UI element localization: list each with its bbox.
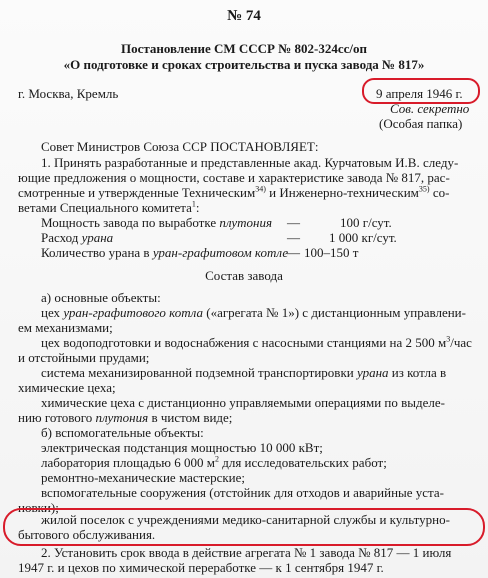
item-a2-line-1: цех водоподготовки и водоснабжения с насосными станциями на 2 500 $м^3$/час xyxy=(41,334,472,350)
item-a4-line-2: нию готового плутония в чистом виде; xyxy=(18,410,233,425)
capacity-dash: — xyxy=(287,245,300,260)
item-a1-line-2: ем механизмами; xyxy=(18,320,113,335)
capacity-dash: — xyxy=(287,215,300,230)
residential-highlight-oval xyxy=(3,508,485,546)
composition-heading: Состав завода xyxy=(205,268,283,283)
item-a1-line-1: цех уран-графитового котла («агрегата № 1») с дистанционным управлени- xyxy=(41,305,466,320)
p1-line-1: 1. Принять разработанные и представленные акад. Курчатовым И.В. следу- xyxy=(41,155,459,170)
date: 9 апреля 1946 г. xyxy=(376,86,463,101)
capacity-value: 100 г/сут. xyxy=(340,215,392,230)
item-b4-line-1: вспомогательные сооружения (отстойник для отходов и аварийные уста- xyxy=(41,485,444,500)
capacity-row-uranium: Расход урана xyxy=(41,230,114,245)
capacity-row-plutonium: Мощность завода по выработке плутония xyxy=(41,215,273,230)
preamble: Совет Министров Союза ССР ПОСТАНОВЛЯЕТ: xyxy=(41,139,319,154)
capacity-value: 100–150 т xyxy=(304,245,359,260)
item-b-heading: б) вспомогательные объекты: xyxy=(41,425,204,440)
item-a2-line-2: и отстойными прудами; xyxy=(18,350,150,365)
item-b3: ремонтно-механические мастерские; xyxy=(41,470,246,485)
p1-line-3: смотренные и утвержденные Техническим$^{34)}$ и Инженерно-техническим$^{35)}$ со- xyxy=(18,184,450,200)
title-line-2: «О подготовке и сроках строительства и пуска завода № 817» xyxy=(63,57,425,72)
item-b1: электрическая подстанция мощностью 10 000 кВт; xyxy=(41,440,323,455)
p2-line-1: 2. Установить срок ввода в действие агрегата № 1 завода № 817 — 1 июля xyxy=(41,545,452,560)
p1-line-4: ветами Специального комитета$^1$: xyxy=(18,199,200,215)
place: г. Москва, Кремль xyxy=(18,86,119,101)
title-line-1: Постановление СМ СССР № 802-324сс/оп xyxy=(120,41,368,56)
item-b5-line-2: бытового обслуживания. xyxy=(18,527,156,542)
capacity-dash: — xyxy=(287,230,300,245)
p1-line-2: ющие предложения о мощности, составе и характеристике завода № 817, рас- xyxy=(18,170,450,185)
item-a3-line-2: химические цеха; xyxy=(18,380,116,395)
item-a3-line-1: система механизированной подземной транспортировки урана из котла в xyxy=(41,365,447,380)
classification: Сов. секретно xyxy=(390,101,470,116)
folder-mark: (Особая папка) xyxy=(379,116,463,131)
capacity-row-uranium-in-reactor: Количество урана в уран-графитовом котле xyxy=(41,245,289,260)
item-a-heading: а) основные объекты: xyxy=(41,290,161,305)
item-b5-line-1: жилой поселок с учреждениями медико-санитарной службы и культурно- xyxy=(41,512,450,527)
document-number: № 74 xyxy=(227,8,261,24)
capacity-value: 1 000 кг/сут. xyxy=(329,230,397,245)
item-b4-line-2: новки); xyxy=(18,500,59,515)
p2-line-2: 1947 г. и цехов по химической переработке — к 1 сентября 1947 г. xyxy=(18,560,384,575)
item-b2: лаборатория площадью 6 000 $м^2$ для исследовательских работ; xyxy=(41,454,387,470)
item-a4-line-1: химические цеха с дистанционно управляемыми операциями по выделе- xyxy=(41,395,445,410)
